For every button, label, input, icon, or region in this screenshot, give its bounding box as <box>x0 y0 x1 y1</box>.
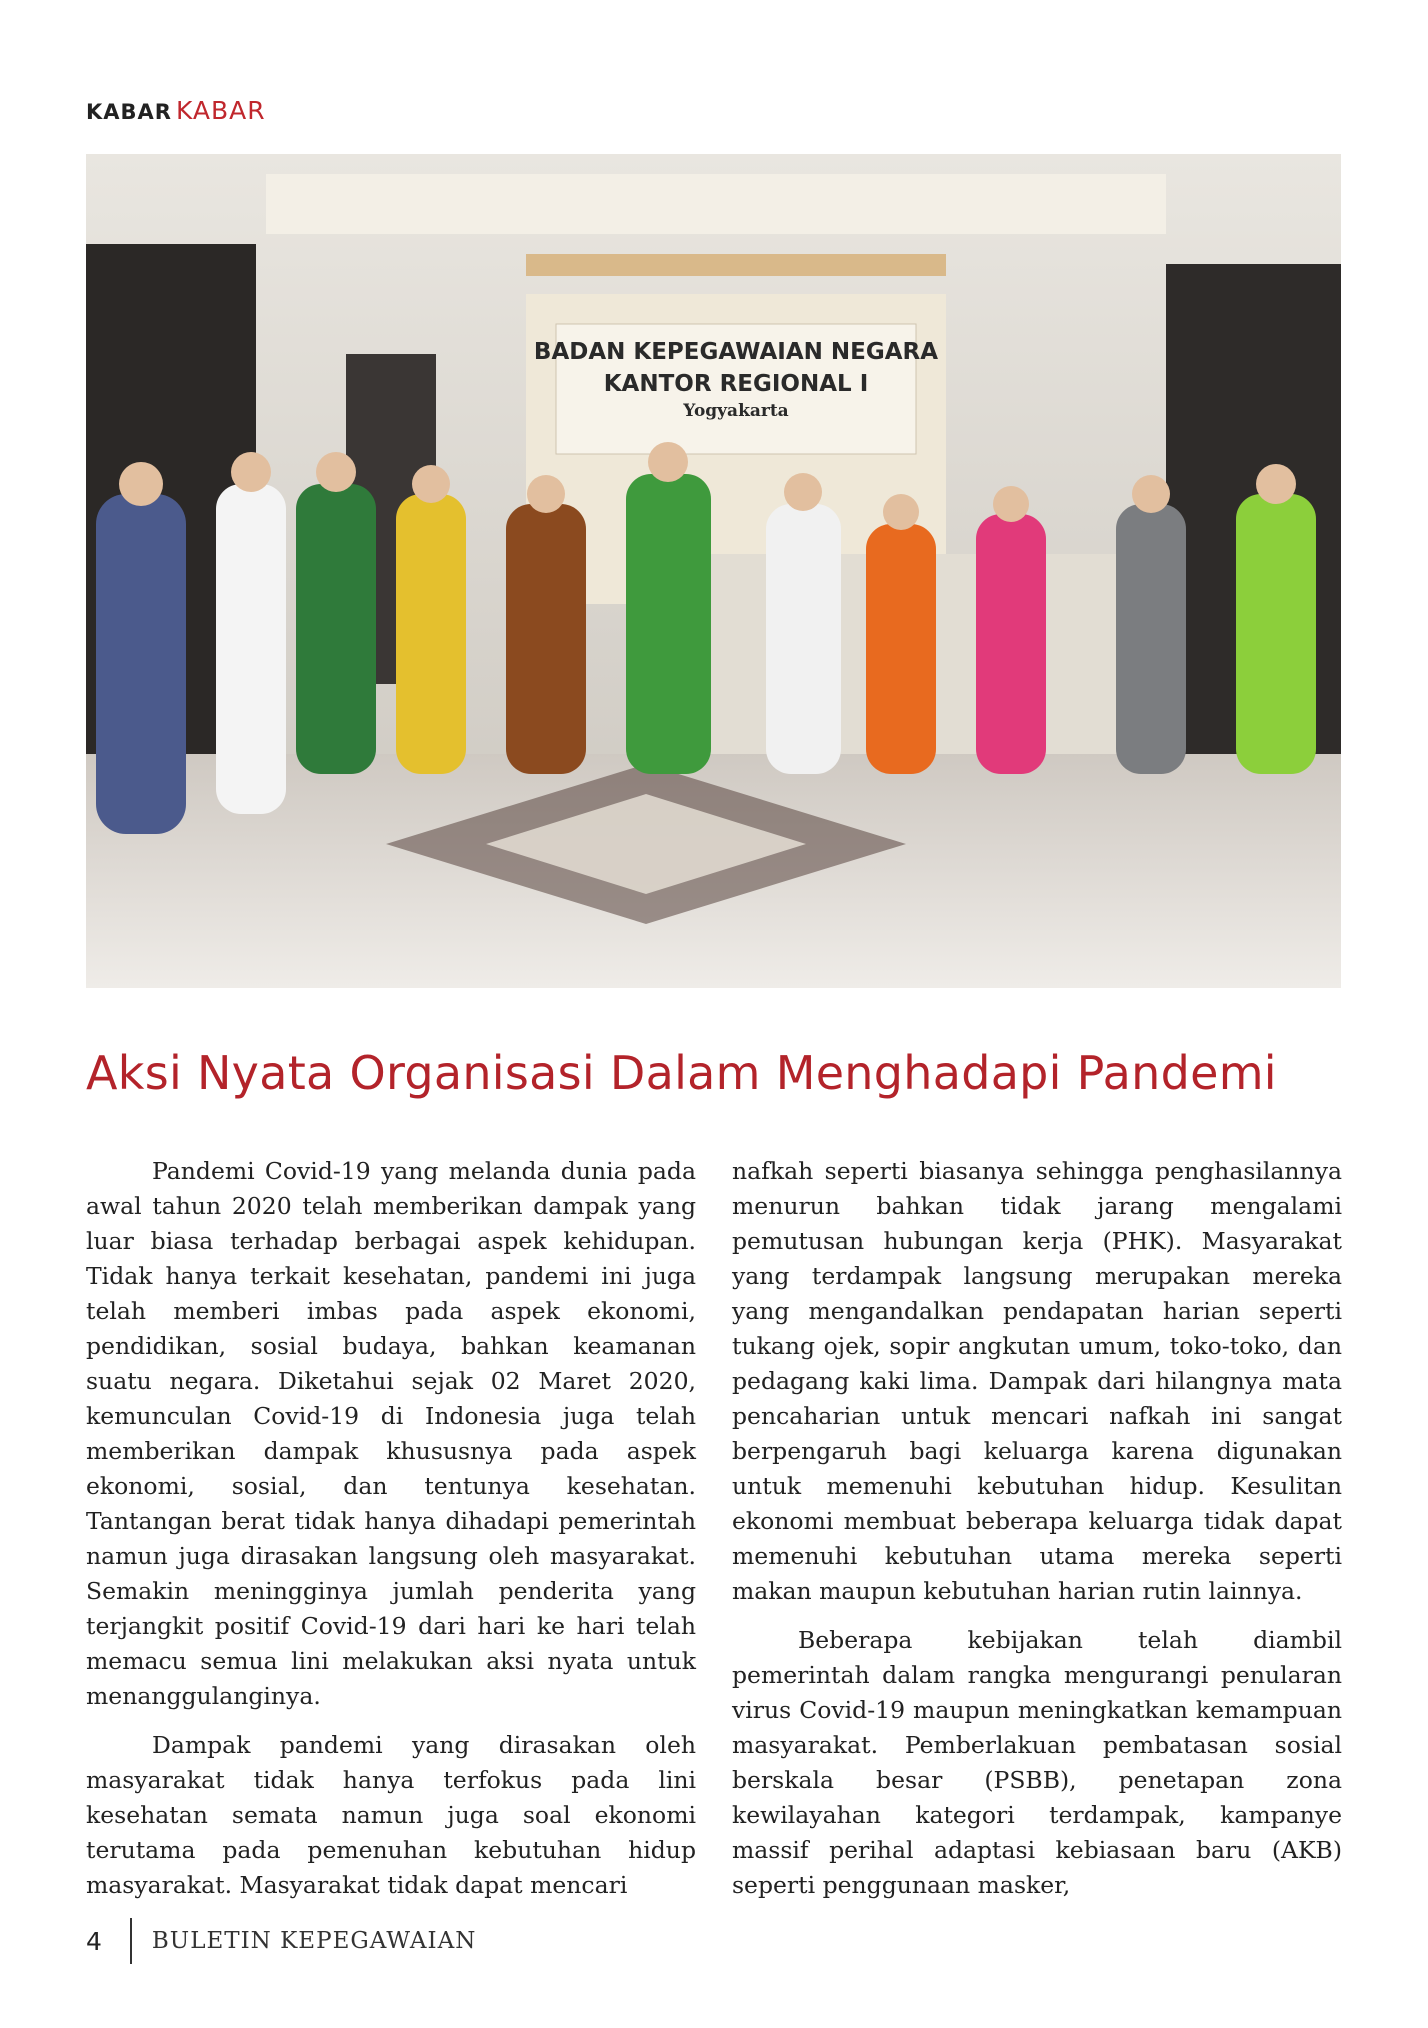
paragraph: Pandemi Covid-19 yang melanda dunia pada awal tahun 2020 telah memberikan dampak yang luar biasa terhadap berbagai aspek kehidupan. Tidak hanya terkait kesehatan, pandemi ini juga telah memberi imbas pada aspek ekonomi, pendidikan, sosial budaya, bahkan keamanan suatu negara. Diketahui sejak 02 Maret 2020, kemunculan Covid-19 di Indonesia juga telah memberikan dampak khususnya pada aspek ekonomi, sosial, dan tentunya kesehatan. Tantangan berat tidak hanya dihadapi pemerintah namun juga dirasakan langsung oleh masyarakat. Semakin meningginya jumlah penderita yang terjangkit positif Covid-19 dari hari ke hari telah memacu semua lini melakukan aksi nyata untuk menanggulanginya. <box>86 1157 696 1710</box>
page-number: 4 <box>86 1926 102 1956</box>
article-column-right <box>732 1154 1342 1899</box>
paragraph: Dampak pandemi yang dirasakan oleh masyarakat tidak hanya terfokus pada lini kesehatan semata namun juga soal ekonomi terutama pada pemenuhan kebutuhan hidup masyarakat. Masyarakat tidak dapat mencari <box>86 1731 696 1899</box>
footer-divider <box>130 1918 132 1964</box>
article-column-left <box>86 1154 696 1899</box>
article-body <box>86 1154 1342 1899</box>
paragraph: nafkah seperti biasanya sehingga penghasilannya menurun bahkan tidak jarang mengalami pemutusan hubungan kerja (PHK). Masyarakat yang terdampak langsung merupakan mereka yang mengandalkan pendapatan harian seperti tukang ojek, sopir angkutan umum, toko-toko, dan pedagang kaki lima. Dampak dari hilangnya mata pencaharian untuk mencari nafkah ini sangat berpengaruh bagi keluarga karena digunakan untuk memenuhi kebutuhan hidup. Kesulitan ekonomi membuat beberapa keluarga tidak dapat memenuhi kebutuhan utama mereka seperti makan maupun kebutuhan harian rutin lainnya. <box>732 1157 1342 1605</box>
section-label <box>86 96 266 125</box>
paragraph: Beberapa kebijakan telah diambil pemerintah dalam rangka mengurangi penularan virus Covid-19 maupun meningkatkan kemampuan masyarakat. Pemberlakuan pembatasan sosial berskala besar (PSBB), penetapan zona kewilayahan kategori terdampak, kampanye massif perihal adaptasi kebiasaan baru (AKB) seperti penggunaan masker, <box>732 1626 1342 1899</box>
article-photo <box>86 154 1341 988</box>
sign-line-2: KANTOR REGIONAL I <box>603 371 869 397</box>
section-label-bold: KABAR <box>86 100 172 124</box>
article-title: Aksi Nyata Organisasi Dalam Menghadapi Pandemi <box>86 1046 1277 1100</box>
publication-name: BULETIN KEPEGAWAIAN <box>151 1928 477 1954</box>
page-footer <box>86 1916 476 1966</box>
sign-line-1: BADAN KEPEGAWAIAN NEGARA <box>533 339 939 365</box>
sign-line-3: Yogyakarta <box>683 401 789 421</box>
section-label-red: KABAR <box>175 96 266 125</box>
photo-illustration <box>86 154 1341 988</box>
